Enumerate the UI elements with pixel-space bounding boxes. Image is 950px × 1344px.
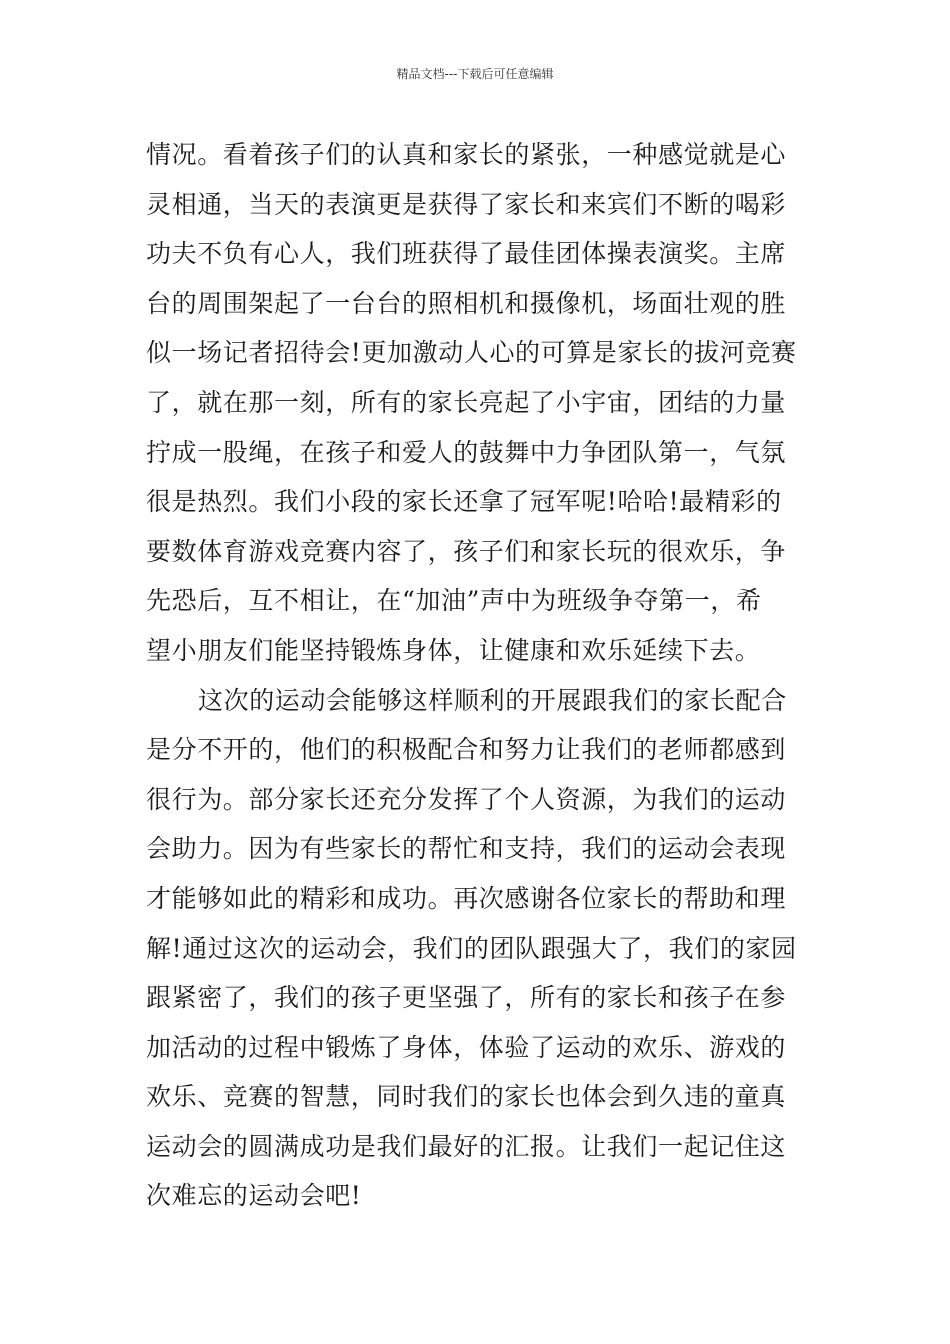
text-line: 功夫不负有心人，我们班获得了最佳团体操表演奖。主席 <box>146 239 787 269</box>
text-line: 解!通过这次的运动会，我们的团队跟强大了，我们的家园 <box>146 933 797 963</box>
paragraph-1 <box>146 130 811 676</box>
text-line: 要数体育游戏竞赛内容了，孩子们和家长玩的很欢乐，争 <box>146 536 787 566</box>
text-line: 先恐后，互不相让，在“加油”声中为班级争夺第一，希 <box>146 586 762 616</box>
text-line: 拧成一股绳，在孩子和爱人的鼓舞中力争团队第一，气氛 <box>146 437 787 467</box>
text-line: 次难忘的运动会吧! <box>146 1181 362 1211</box>
page-header: 精品文档---下载后可任意编辑 <box>396 67 554 81</box>
text-line: 很是热烈。我们小段的家长还拿了冠军呢!哈哈!最精彩的 <box>146 487 782 517</box>
text-line: 情况。看着孩子们的认真和家长的紧张，一种感觉就是心 <box>146 140 787 169</box>
text-line: 这次的运动会能够这样顺利的开展跟我们的家长配合 <box>198 685 787 715</box>
paragraph-2 <box>146 676 811 1222</box>
text-line: 是分不开的，他们的积极配合和努力让我们的老师都感到 <box>146 735 787 765</box>
text-line: 望小朋友们能坚持锻炼身体，让健康和欢乐延续下去。 <box>146 635 761 665</box>
text-line: 了，就在那一刻，所有的家长亮起了小宇宙，团结的力量 <box>146 387 787 417</box>
text-line: 才能够如此的精彩和成功。再次感谢各位家长的帮助和理 <box>146 883 787 913</box>
text-line: 很行为。部分家长还充分发挥了个人资源，为我们的运动 <box>146 784 787 814</box>
document-body <box>146 130 811 1221</box>
text-line: 加活动的过程中锻炼了身体，体验了运动的欢乐、游戏的 <box>146 1032 787 1062</box>
text-line: 运动会的圆满成功是我们最好的汇报。让我们一起记住这 <box>146 1131 787 1161</box>
text-line: 跟紧密了，我们的孩子更坚强了，所有的家长和孩子在参 <box>146 983 787 1013</box>
text-line: 似一场记者招待会!更加激动人心的可算是家长的拔河竞赛 <box>146 338 797 368</box>
text-line: 台的周围架起了一台台的照相机和摄像机，场面壮观的胜 <box>146 288 787 318</box>
text-line: 灵相通，当天的表演更是获得了家长和来宾们不断的喝彩 <box>146 189 787 219</box>
text-line: 会助力。因为有些家长的帮忙和支持，我们的运动会表现 <box>146 834 787 864</box>
text-line: 欢乐、竞赛的智慧，同时我们的家长也体会到久违的童真 <box>146 1082 787 1112</box>
